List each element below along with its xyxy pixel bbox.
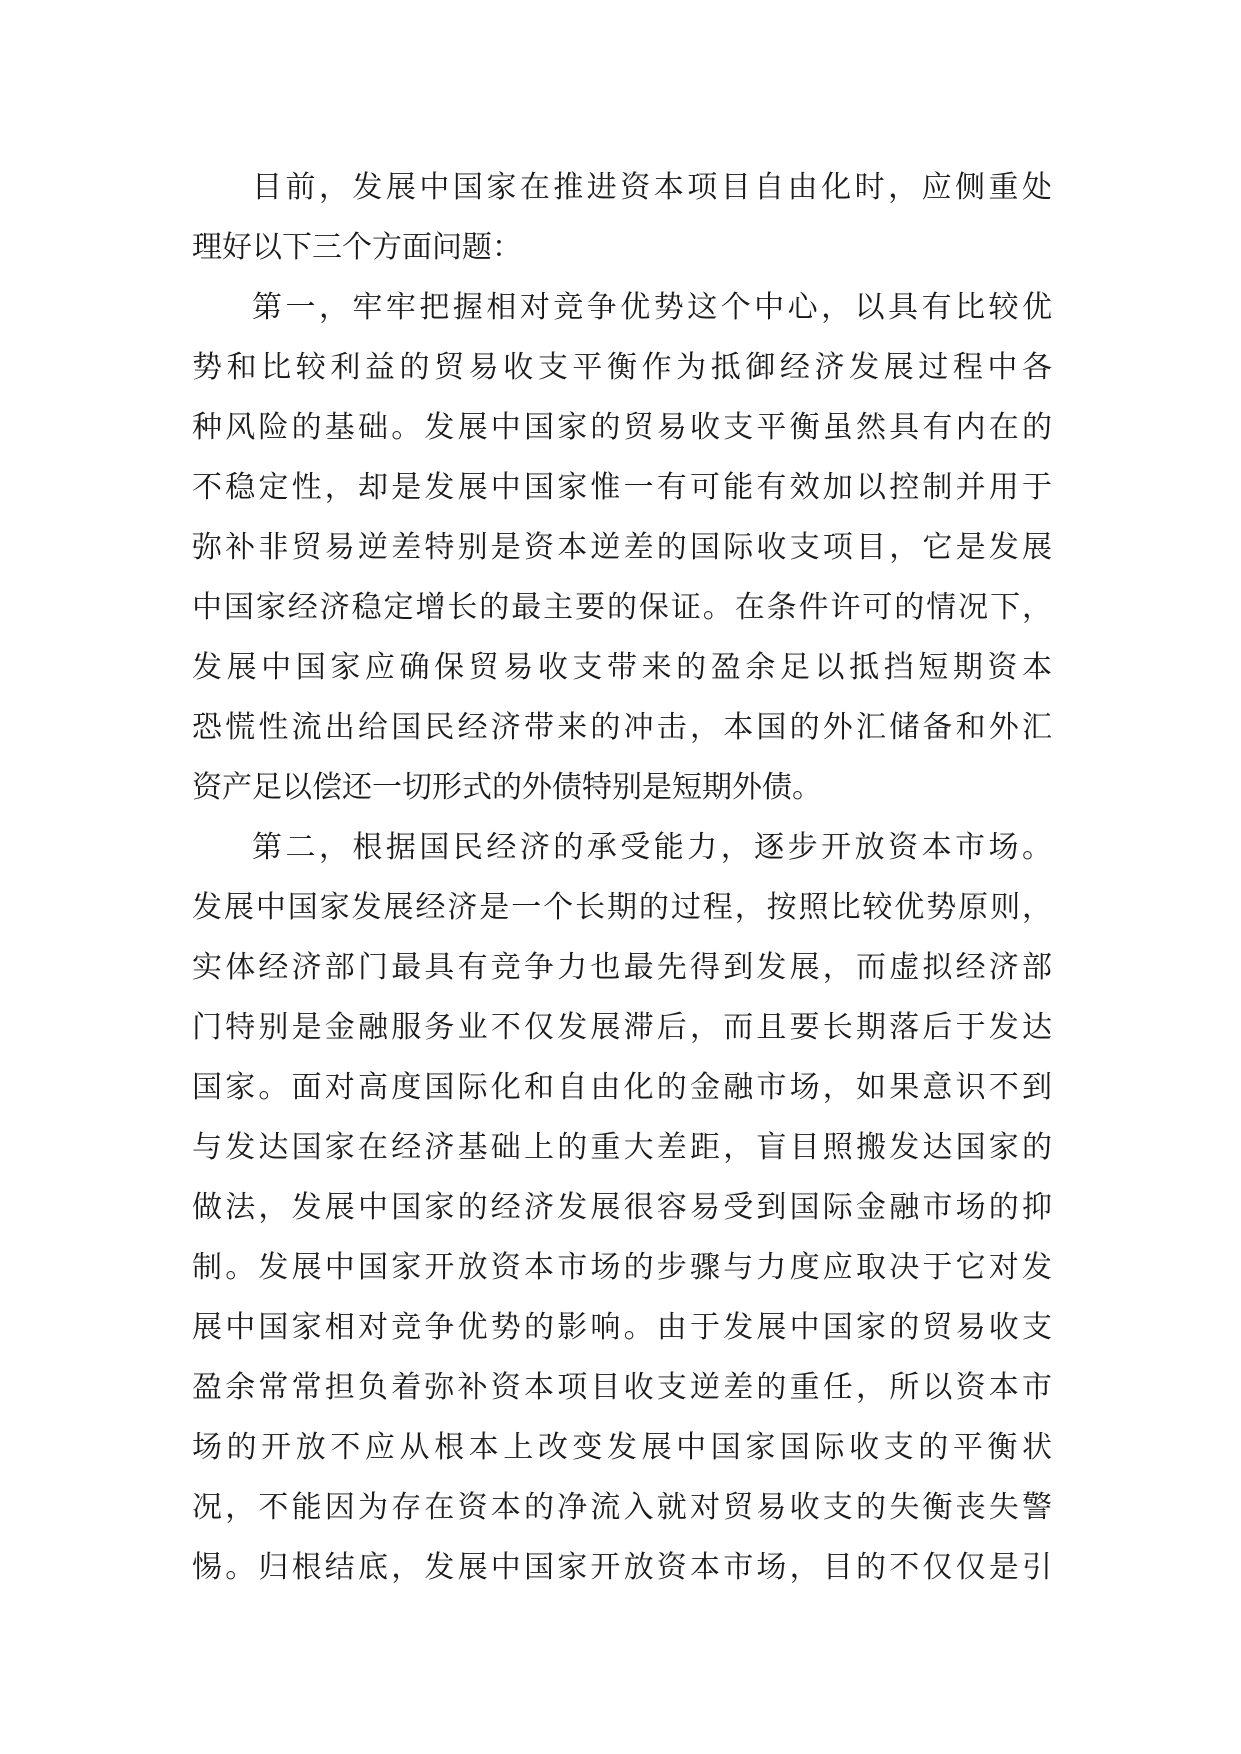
paragraph-1-line-1: 目前，发展中国家在推进资本项目自由化时，应侧重处 [252, 170, 1052, 205]
paragraph-2-line-6: 中国家经济稳定增长的最主要的保证。在条件许可的情况下， [192, 590, 1052, 625]
paragraph-3-line-11: 场的开放不应从根本上改变发展中国家国际收支的平衡状 [192, 1430, 1052, 1465]
paragraph-1-line-2: 理好以下三个方面问题： [192, 230, 522, 265]
paragraph-3-line-12: 况，不能因为存在资本的净流入就对贸易收支的失衡丧失警 [192, 1490, 1052, 1525]
paragraph-2-line-2: 势和比较利益的贸易收支平衡作为抵御经济发展过程中各 [192, 350, 1052, 385]
paragraph-3-line-1: 第二，根据国民经济的承受能力，逐步开放资本市场。 [252, 830, 1052, 865]
paragraph-3-line-5: 国家。面对高度国际化和自由化的金融市场，如果意识不到 [192, 1070, 1052, 1105]
paragraph-3-line-13: 惕。归根结底，发展中国家开放资本市场，目的不仅仅是引 [192, 1550, 1052, 1585]
paragraph-2-line-5: 弥补非贸易逆差特别是资本逆差的国际收支项目，它是发展 [192, 530, 1052, 565]
body-text [192, 158, 1052, 1598]
paragraph-3-line-9: 展中国家相对竞争优势的影响。由于发展中国家的贸易收支 [192, 1310, 1052, 1345]
paragraph-3-line-4: 门特别是金融服务业不仅发展滞后，而且要长期落后于发达 [192, 1010, 1052, 1045]
paragraph-2-line-3: 种风险的基础。发展中国家的贸易收支平衡虽然具有内在的 [192, 410, 1052, 445]
paragraph-3-line-10: 盈余常常担负着弥补资本项目收支逆差的重任，所以资本市 [192, 1370, 1052, 1405]
paragraph-2-line-4: 不稳定性，却是发展中国家惟一有可能有效加以控制并用于 [192, 470, 1052, 505]
paragraph-2-line-1: 第一，牢牢把握相对竞争优势这个中心，以具有比较优 [252, 290, 1052, 325]
paragraph-3-line-2: 发展中国家发展经济是一个长期的过程，按照比较优势原则， [192, 890, 1052, 925]
paragraph-2-line-7: 发展中国家应确保贸易收支带来的盈余足以抵挡短期资本 [192, 650, 1052, 685]
paragraph-2-line-9: 资产足以偿还一切形式的外债特别是短期外债。 [192, 770, 822, 805]
paragraph-2-line-8: 恐慌性流出给国民经济带来的冲击，本国的外汇储备和外汇 [192, 710, 1052, 745]
paragraph-3-line-3: 实体经济部门最具有竞争力也最先得到发展，而虚拟经济部 [192, 950, 1052, 985]
paragraph-3-line-6: 与发达国家在经济基础上的重大差距，盲目照搬发达国家的 [192, 1130, 1052, 1165]
paragraph-3-line-7: 做法，发展中国家的经济发展很容易受到国际金融市场的抑 [192, 1190, 1052, 1225]
paragraph-3-line-8: 制。发展中国家开放资本市场的步骤与力度应取决于它对发 [192, 1250, 1052, 1285]
